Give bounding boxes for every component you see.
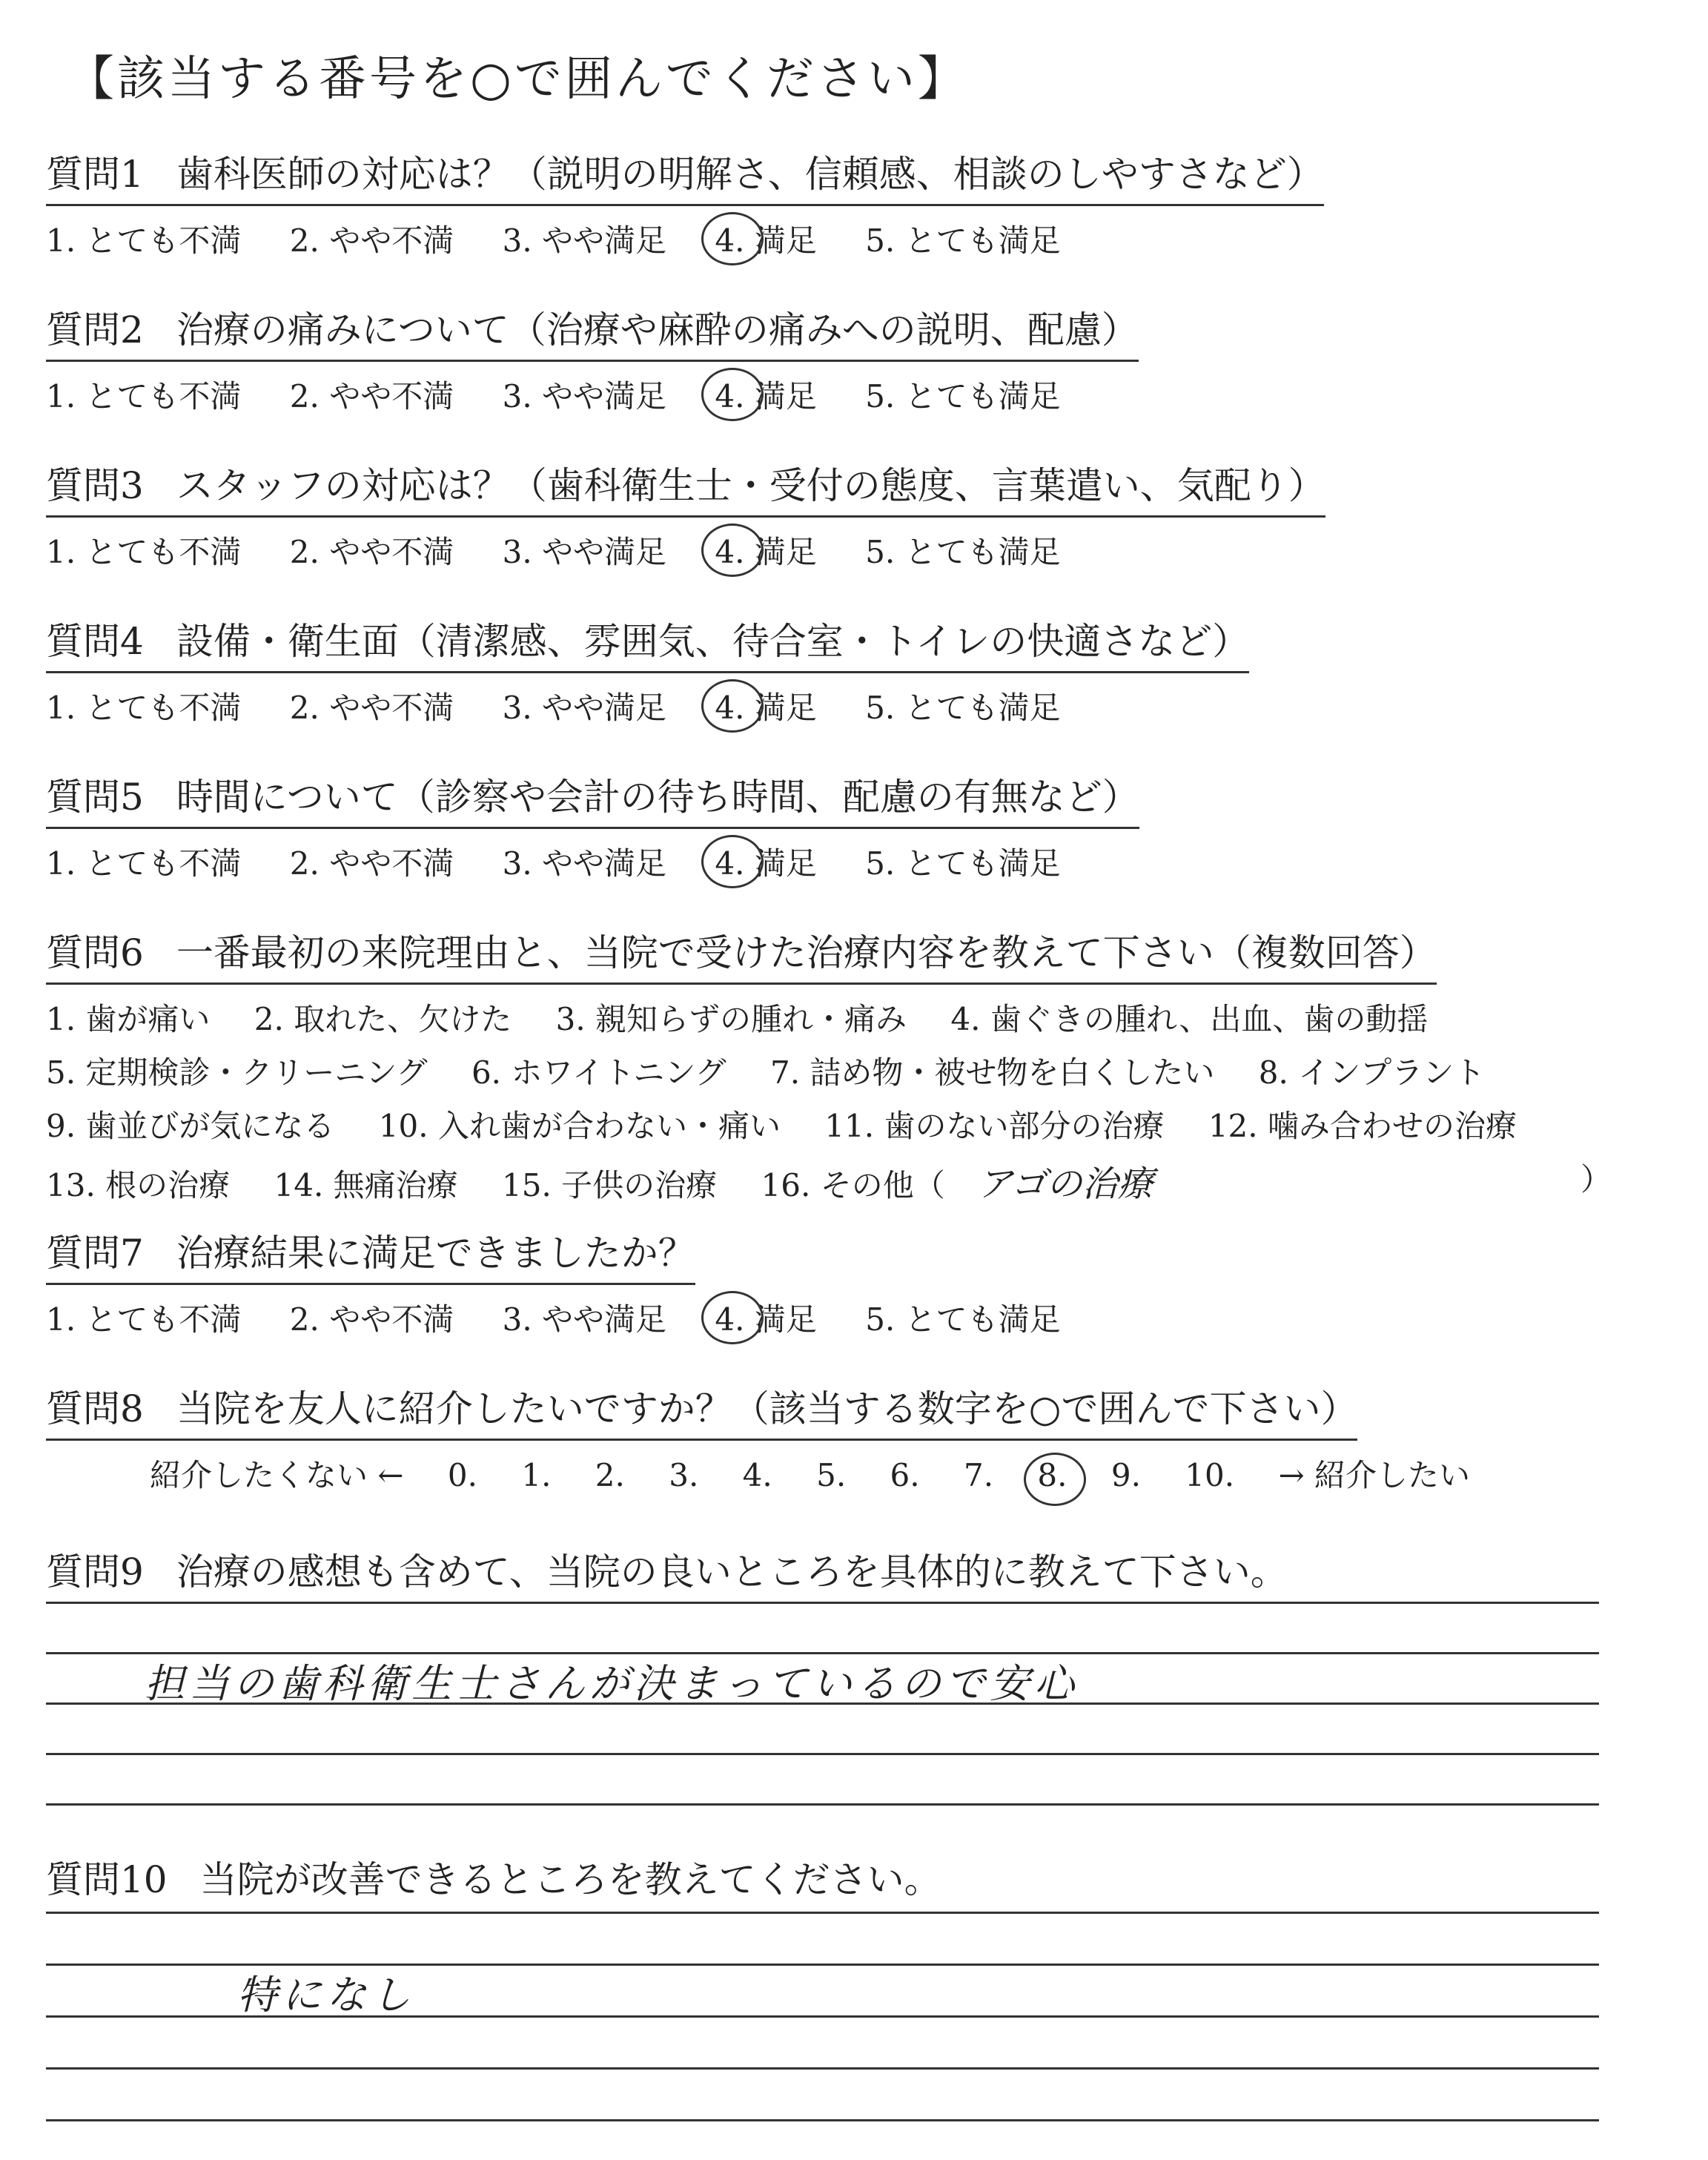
- scale-right-label: → 紹介したい: [1278, 1457, 1470, 1493]
- question-text: 治療の感想も含めて、当院の良いところを具体的に教えて下さい。: [176, 1550, 1288, 1593]
- question-text: 一番最初の来院理由と、当院で受けた治療内容を教えて下さい（複数回答）: [176, 931, 1437, 974]
- reason-option[interactable]: 13. 根の治療: [46, 1167, 231, 1203]
- scale-3[interactable]: 3.: [669, 1457, 699, 1493]
- question-2-heading: [46, 300, 1139, 362]
- reason-option[interactable]: 15. 子供の治療: [502, 1167, 718, 1203]
- reason-row-1: [46, 995, 1692, 1038]
- question-text: 歯科医師の対応は？（説明の明解さ、信頼感、相談のしやすさなど）: [176, 153, 1324, 196]
- option-4-circled[interactable]: 4. 満足: [715, 372, 816, 417]
- reason-option-other[interactable]: 16. その他（: [761, 1167, 945, 1203]
- reason-row-4: [46, 1155, 1692, 1205]
- question-8: [46, 1379, 1692, 1496]
- question-7: [46, 1223, 1692, 1340]
- reason-option[interactable]: 7. 詰め物・被せ物を白くしたい: [769, 1054, 1215, 1091]
- question-7-heading: [46, 1223, 695, 1285]
- option-3[interactable]: 3. やや満足: [502, 845, 667, 882]
- reason-option[interactable]: 11. 歯のない部分の治療: [824, 1108, 1165, 1144]
- option-5[interactable]: 5. とても満足: [865, 378, 1061, 415]
- reason-option[interactable]: 10. 入れ歯が合わない・痛い: [378, 1108, 781, 1144]
- question-number: 質問7: [46, 1232, 144, 1275]
- answer-line: [46, 2119, 1599, 2121]
- question-number: 質問9: [46, 1550, 144, 1593]
- reason-option[interactable]: 4. 歯ぐきの腫れ、出血、歯の動揺: [950, 1001, 1429, 1037]
- option-4-circled[interactable]: 4. 満足: [715, 839, 816, 884]
- close-paren: ）: [1580, 1161, 1612, 1198]
- rating-options: [46, 528, 1692, 572]
- option-3[interactable]: 3. やや満足: [502, 1301, 667, 1338]
- question-1-heading: [46, 145, 1324, 206]
- scale-8-circled[interactable]: 8.: [1037, 1457, 1068, 1493]
- option-4-circled[interactable]: 4. 満足: [715, 217, 816, 261]
- question-2: [46, 300, 1692, 417]
- option-2[interactable]: 2. やや不満: [289, 690, 454, 726]
- question-number: 質問10: [46, 1858, 168, 1901]
- question-5: [46, 767, 1692, 884]
- option-2[interactable]: 2. やや不満: [289, 378, 454, 415]
- reason-row-2: [46, 1048, 1692, 1091]
- recommend-scale: [46, 1451, 1692, 1496]
- option-1[interactable]: 1. とても不満: [46, 1301, 242, 1338]
- reason-option[interactable]: 14. 無痛治療: [274, 1167, 458, 1203]
- question-number: 質問4: [46, 620, 144, 663]
- scale-4[interactable]: 4.: [742, 1457, 772, 1493]
- scale-left-label: 紹介したくない ←: [150, 1457, 404, 1493]
- scale-9[interactable]: 9.: [1110, 1457, 1141, 1493]
- answer-line: [46, 1753, 1599, 1755]
- question-number: 質問5: [46, 776, 144, 819]
- answer-line: [46, 1912, 1599, 1914]
- reason-option[interactable]: 2. 取れた、欠けた: [254, 1001, 512, 1037]
- option-2[interactable]: 2. やや不満: [289, 845, 454, 882]
- rating-options: [46, 217, 1692, 261]
- rating-options: [46, 372, 1692, 417]
- option-4-circled[interactable]: 4. 満足: [715, 684, 816, 728]
- rating-options: [46, 1295, 1692, 1340]
- question-number: 質問8: [46, 1387, 144, 1430]
- option-1[interactable]: 1. とても不満: [46, 690, 242, 726]
- question-1: [46, 145, 1692, 261]
- scale-2[interactable]: 2.: [595, 1457, 625, 1493]
- question-6: [46, 923, 1692, 1205]
- reason-option[interactable]: 9. 歯並びが気になる: [46, 1108, 335, 1144]
- scale-10[interactable]: 10.: [1185, 1457, 1235, 1493]
- answer-line: [46, 1602, 1599, 1604]
- option-3[interactable]: 3. やや満足: [502, 222, 667, 259]
- reason-option[interactable]: 5. 定期検診・クリーニング: [46, 1054, 428, 1091]
- option-1[interactable]: 1. とても不満: [46, 534, 242, 570]
- option-3[interactable]: 3. やや満足: [502, 534, 667, 570]
- question-text: スタッフの対応は？（歯科衛生士・受付の態度、言葉遣い、気配り）: [176, 464, 1325, 507]
- reason-option[interactable]: 8. インプラント: [1258, 1054, 1486, 1091]
- rating-options: [46, 684, 1692, 728]
- question-number: 質問6: [46, 931, 144, 974]
- option-5[interactable]: 5. とても満足: [865, 534, 1061, 570]
- question-text: 治療の痛みについて（治療や麻酔の痛みへの説明、配慮）: [176, 308, 1139, 351]
- q10-handwritten-answer[interactable]: 特になし: [237, 1972, 415, 2018]
- q9-handwritten-answer[interactable]: 担当の歯科衛生士さんが決まっているので安心: [145, 1660, 1079, 1707]
- reason-row-3: [46, 1102, 1692, 1145]
- scale-6[interactable]: 6.: [890, 1457, 920, 1493]
- question-text: 設備・衛生面（清潔感、雰囲気、待合室・トイレの快適さなど）: [176, 620, 1250, 663]
- option-1[interactable]: 1. とても不満: [46, 222, 242, 259]
- scale-1[interactable]: 1.: [521, 1457, 552, 1493]
- question-5-heading: [46, 767, 1139, 829]
- option-1[interactable]: 1. とても不満: [46, 378, 242, 415]
- option-5[interactable]: 5. とても満足: [865, 222, 1061, 259]
- option-5[interactable]: 5. とても満足: [865, 690, 1061, 726]
- answer-line: [46, 1803, 1599, 1806]
- question-8-heading: [46, 1379, 1357, 1441]
- page-title: 【該当する番号を○で囲んでください】: [67, 52, 968, 107]
- question-number: 質問2: [46, 308, 144, 351]
- reason-option[interactable]: 3. 親知らずの腫れ・痛み: [555, 1001, 907, 1037]
- option-2[interactable]: 2. やや不満: [289, 534, 454, 570]
- answer-line: [46, 2067, 1599, 2070]
- option-5[interactable]: 5. とても満足: [865, 1301, 1061, 1338]
- question-3: [46, 456, 1692, 572]
- option-2[interactable]: 2. やや不満: [289, 222, 454, 259]
- question-text: 治療結果に満足できましたか？: [176, 1232, 695, 1275]
- question-3-heading: [46, 456, 1325, 518]
- reason-option[interactable]: 1. 歯が痛い: [46, 1001, 211, 1037]
- question-6-heading: [46, 923, 1437, 985]
- question-4-heading: [46, 612, 1249, 673]
- option-2[interactable]: 2. やや不満: [289, 1301, 454, 1338]
- question-10-heading: [46, 1850, 941, 1909]
- option-4-circled[interactable]: 4. 満足: [715, 528, 816, 572]
- question-9-heading: [46, 1542, 1288, 1602]
- answer-line: [46, 1702, 1599, 1705]
- reason-option[interactable]: 12. 噛み合わせの治療: [1208, 1108, 1517, 1144]
- answer-line: [46, 2015, 1599, 2018]
- question-number: 質問1: [46, 153, 144, 196]
- scale-0[interactable]: 0.: [447, 1457, 477, 1493]
- question-text: 当院を友人に紹介したいですか？（該当する数字を○で囲んで下さい）: [176, 1387, 1358, 1430]
- question-9: [46, 1542, 1692, 1602]
- option-1[interactable]: 1. とても不満: [46, 845, 242, 882]
- question-text: 当院が改善できるところを教えてください。: [199, 1858, 941, 1901]
- option-5[interactable]: 5. とても満足: [865, 845, 1061, 882]
- option-4-circled[interactable]: 4. 満足: [715, 1295, 816, 1340]
- other-handwritten-answer[interactable]: アゴの治療: [977, 1163, 1153, 1205]
- reason-option[interactable]: 6. ホワイトニング: [471, 1054, 726, 1091]
- scale-5[interactable]: 5.: [816, 1457, 847, 1493]
- option-3[interactable]: 3. やや満足: [502, 690, 667, 726]
- option-3[interactable]: 3. やや満足: [502, 378, 667, 415]
- question-text: 時間について（診察や会計の待ち時間、配慮の有無など）: [176, 776, 1139, 819]
- question-4: [46, 612, 1692, 728]
- rating-options: [46, 839, 1692, 884]
- scale-7[interactable]: 7.: [963, 1457, 994, 1493]
- question-number: 質問3: [46, 464, 144, 507]
- question-10: [46, 1850, 1692, 1909]
